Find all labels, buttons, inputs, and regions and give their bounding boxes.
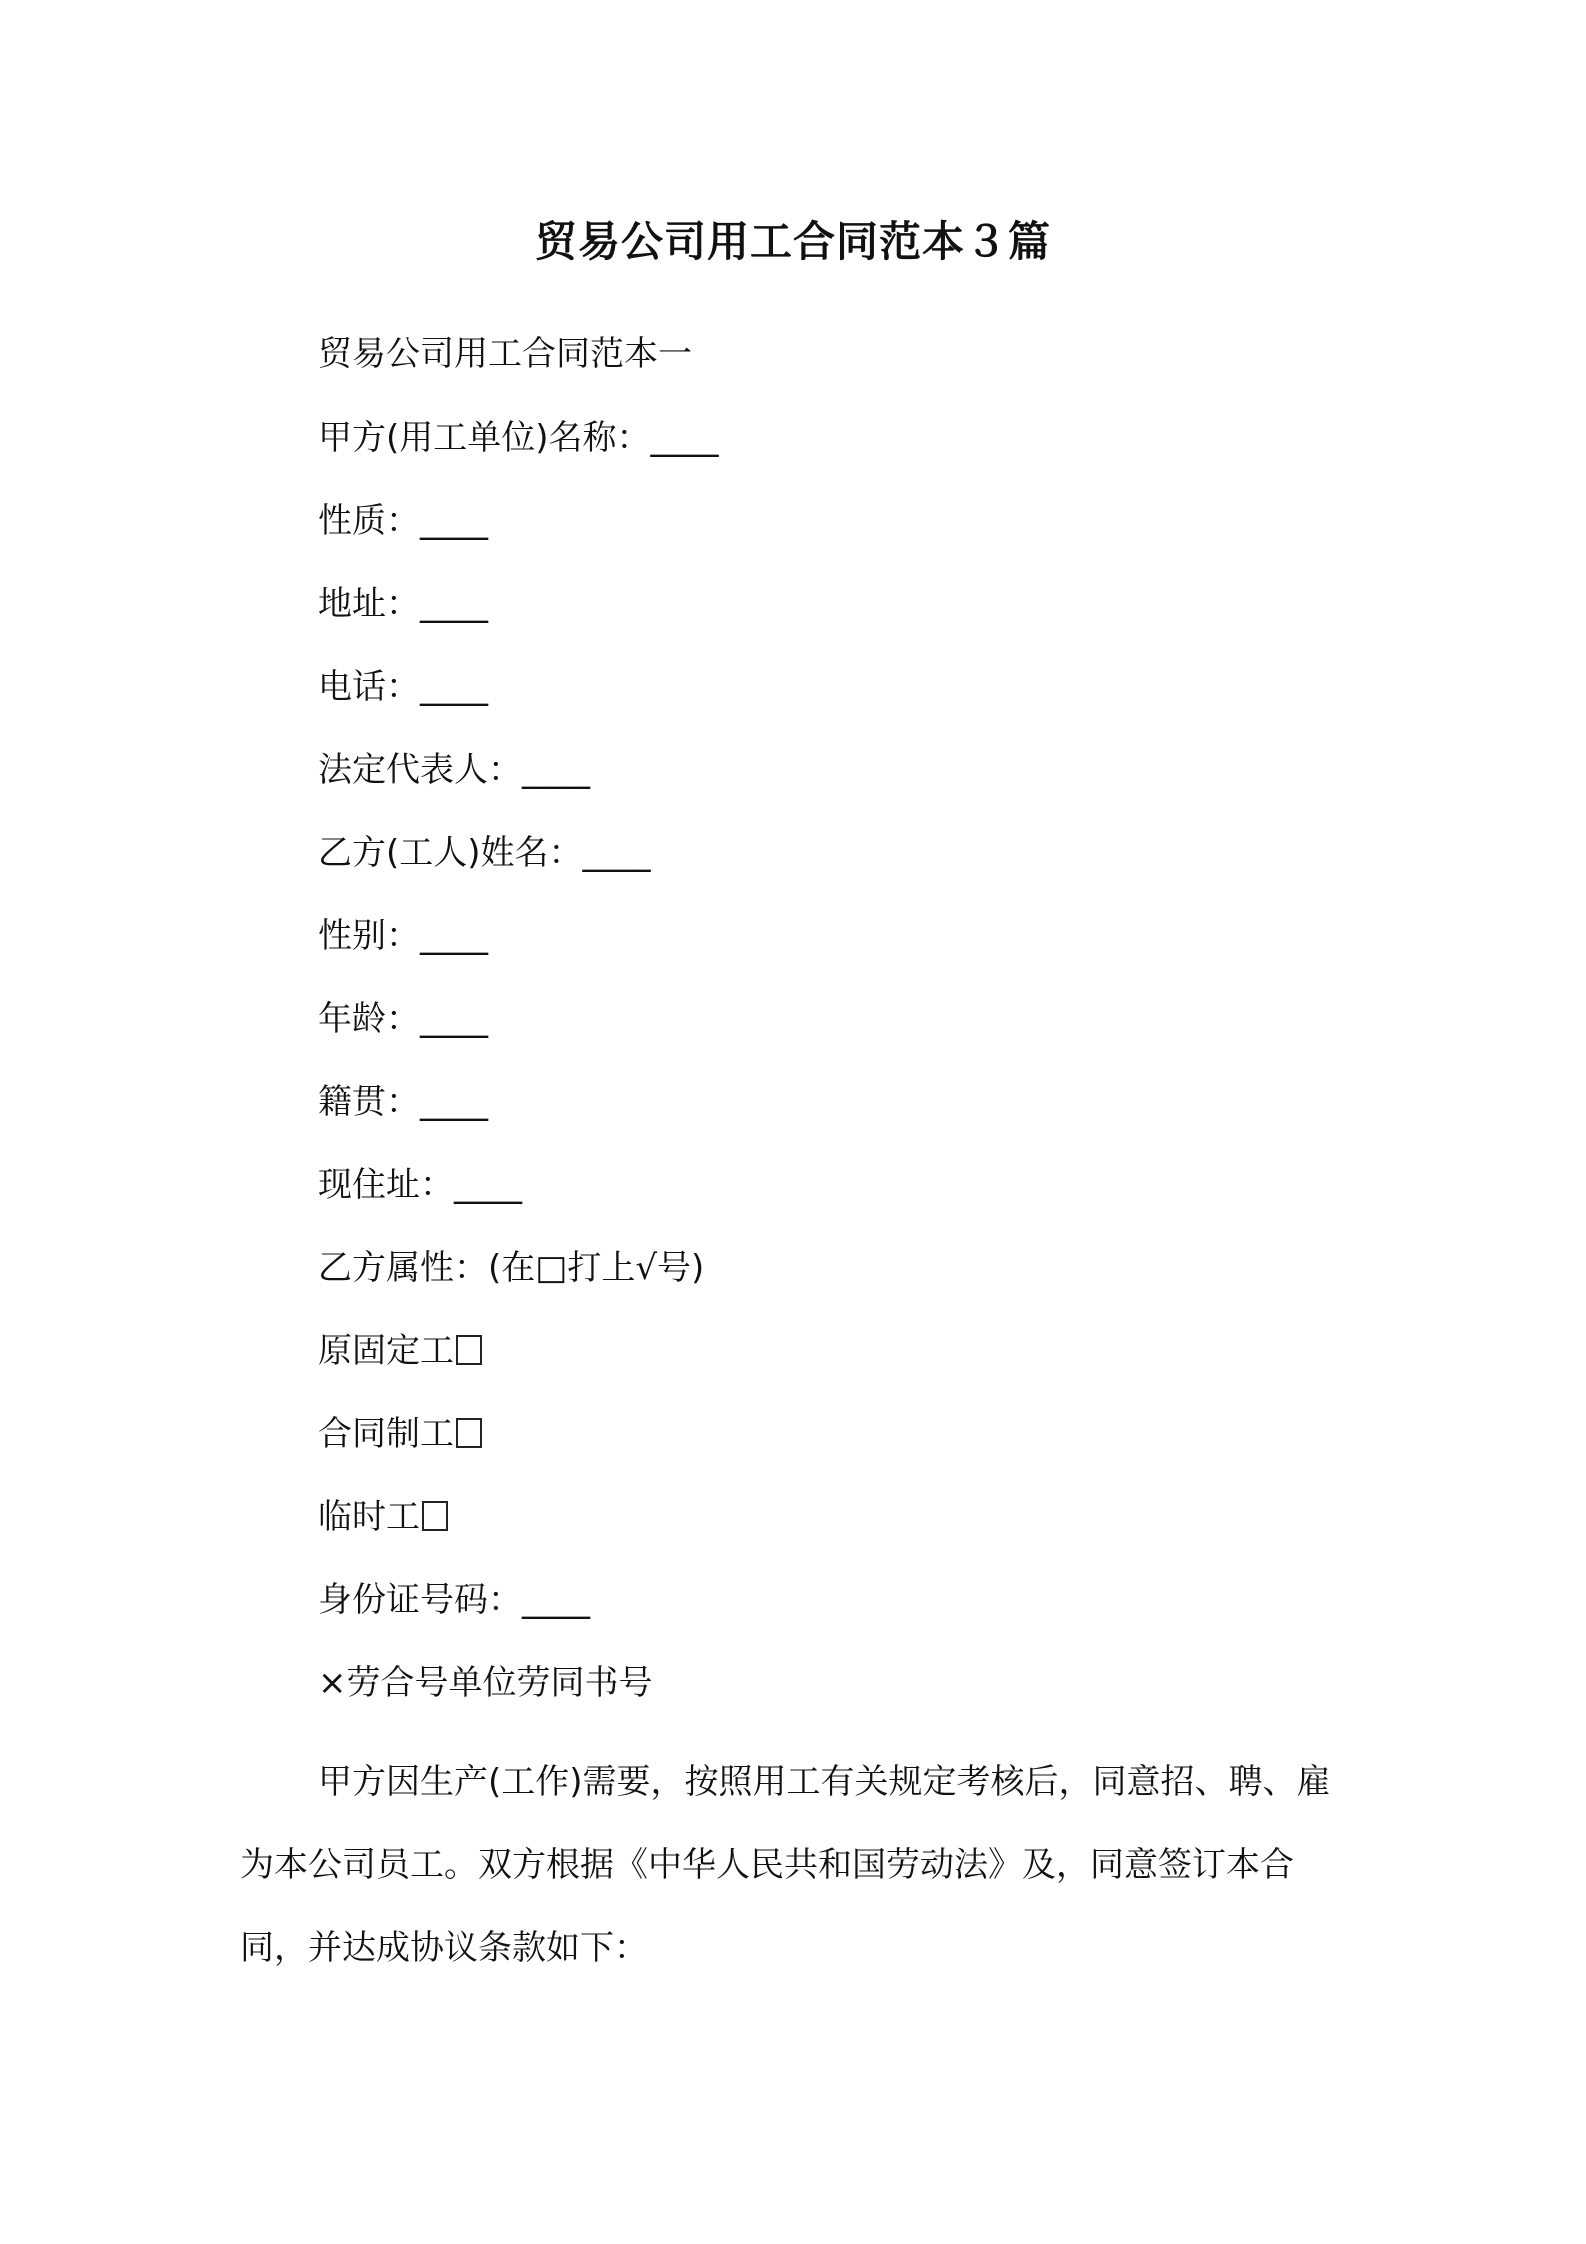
option-temporary-worker xyxy=(318,1493,448,1541)
checkbox-permanent-worker[interactable] xyxy=(456,1335,482,1365)
checkbox-temporary-worker[interactable] xyxy=(422,1501,448,1531)
field-worker-type: 乙方属性：(在□打上√号) xyxy=(318,1248,705,1288)
field-id-number: 身份证号码：____ xyxy=(318,1580,590,1620)
option-label: 临时工 xyxy=(318,1497,420,1537)
field-age: 年龄：____ xyxy=(318,999,488,1039)
document-title: 贸易公司用工合同范本３篇 xyxy=(534,217,1051,266)
checkbox-contract-worker[interactable] xyxy=(456,1418,482,1448)
option-contract-worker xyxy=(318,1410,482,1458)
intro-paragraph xyxy=(240,1741,1360,1990)
field-address: 地址：____ xyxy=(318,584,488,624)
paragraph-text: 甲方因生产(工作)需要，按照用工有关规定考核后，同意招、聘、雇为本公司员工。双方根据《中华人民共和国劳动法》及，同意签订本合同，并达成协议条款如下： xyxy=(240,1762,1331,1968)
option-label: 合同制工 xyxy=(318,1414,454,1454)
field-employer-name: 甲方(用工单位)名称：____ xyxy=(318,418,719,458)
field-gender: 性别：____ xyxy=(318,916,488,956)
field-legal-representative: 法定代表人：____ xyxy=(318,750,590,790)
field-worker-name: 乙方(工人)姓名：____ xyxy=(318,833,651,873)
note-line: ×劳合号单位劳同书号 xyxy=(318,1663,653,1703)
field-nature: 性质：____ xyxy=(318,501,488,541)
option-label: 原固定工 xyxy=(318,1331,454,1371)
section-subtitle: 贸易公司用工合同范本一 xyxy=(318,334,692,374)
field-current-address: 现住址：____ xyxy=(318,1165,522,1205)
field-phone: 电话：____ xyxy=(318,667,488,707)
field-native-place: 籍贯：____ xyxy=(318,1082,488,1122)
option-permanent-worker xyxy=(318,1327,482,1375)
